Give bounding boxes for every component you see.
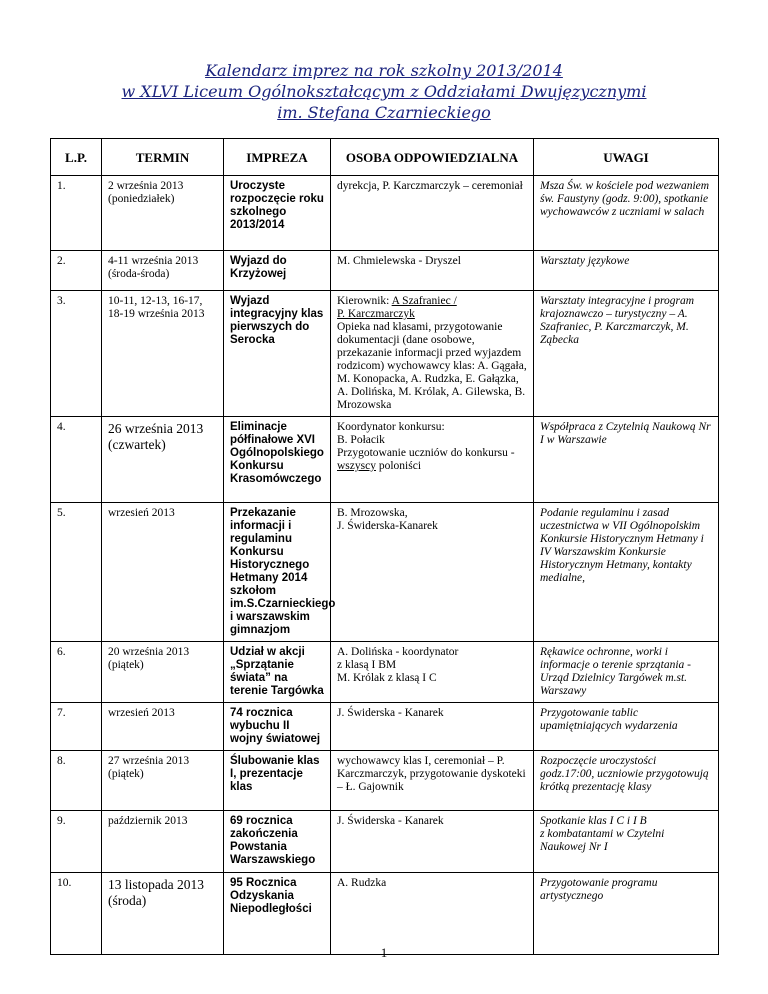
row-uwagi: Rękawice ochronne, worki i informacje o terenie sprzątania -Urząd Dzielnicy Targówek m.st. Warszawy (534, 642, 719, 703)
title-line-2: w XLVI Liceum Ogólnokształcącym z Oddziałami Dwujęzycznymi (121, 82, 647, 101)
row-lp: 3. (51, 291, 102, 417)
row-termin: 26 września 2013 (czwartek) (102, 417, 224, 503)
table-header-row (51, 139, 719, 176)
row-termin: wrzesień 2013 (102, 503, 224, 642)
row-impreza: Udział w akcji „Sprzątanie świata” na terenie Targówka (224, 642, 331, 703)
row-impreza: Wyjazd do Krzyżowej (224, 251, 331, 291)
termin-line: (piątek) (108, 768, 144, 780)
row-termin: 2 września 2013 (poniedziałek) (102, 176, 224, 251)
osoba-line: Przygotowanie uczniów do konkursu - (337, 447, 515, 459)
row-termin: 4-11 września 2013 (środa-środa) (102, 251, 224, 291)
osoba-line-end: poloniści (375, 460, 422, 472)
termin-line: 27 września 2013 (108, 755, 190, 767)
header-lp: L.P. (51, 139, 102, 176)
header-uwagi: UWAGI (534, 139, 719, 176)
row-uwagi: Warsztaty integracyjne i program krajoznawczo – turystyczny – A. Szafraniec, P. Karczmarczyk, M. Ząbecka (534, 291, 719, 417)
row-impreza: Eliminacje półfinałowe XVI Ogólnopolskiego Konkursu Krasomówczego (224, 417, 331, 503)
table-row (51, 751, 719, 811)
uwagi-line: Spotkanie klas I C i I B (540, 815, 647, 827)
row-termin: październik 2013 (102, 811, 224, 873)
row-lp: 2. (51, 251, 102, 291)
row-termin (102, 751, 224, 811)
osoba-line: z klasą I BM (337, 659, 397, 671)
row-lp: 8. (51, 751, 102, 811)
row-termin: 10-11, 12-13, 16-17, 18-19 września 2013 (102, 291, 224, 417)
row-lp: 9. (51, 811, 102, 873)
osoba-underlined: A Szafraniec / (391, 295, 457, 307)
osoba-line: J. Świderska-Kanarek (337, 520, 438, 532)
uwagi-line: z kombatantami w Czytelni Naukowej Nr I (540, 828, 665, 853)
osoba-lead: Kierownik: (337, 295, 392, 307)
row-uwagi: Podanie regulaminu i zasad uczestnictwa w VII Ogólnopolskim Konkursie Historycznym Hetmany i IV Warszawskim Konkursie Historycznym Hetmany, kontakty medialne, (534, 503, 719, 642)
row-uwagi: Warsztaty językowe (534, 251, 719, 291)
osoba-line: B. Mrozowska, (337, 507, 408, 519)
row-impreza: 74 rocznica wybuchu II wojny światowej (224, 703, 331, 751)
row-impreza: Uroczyste rozpoczęcie roku szkolnego 2013/2014 (224, 176, 331, 251)
table-row (51, 703, 719, 751)
osoba-line: B. Połacik (337, 434, 385, 446)
row-termin: wrzesień 2013 (102, 703, 224, 751)
table-row (51, 503, 719, 642)
osoba-line: Koordynator konkursu: (337, 421, 445, 433)
row-termin: 13 listopada 2013 (środa) (102, 873, 224, 955)
row-osoba: J. Świderska - Kanarek (331, 703, 534, 751)
row-osoba: A. Rudzka (331, 873, 534, 955)
row-impreza: 95 Rocznica Odzyskania Niepodległości (224, 873, 331, 955)
header-impreza: IMPREZA (224, 139, 331, 176)
table-row (51, 642, 719, 703)
events-table (50, 138, 719, 955)
page-number: 1 (380, 945, 388, 960)
row-lp: 6. (51, 642, 102, 703)
document-title (0, 60, 768, 123)
row-uwagi: Rozpoczęcie uroczystości godz.17:00, uczniowie przygotowują krótką prezentację klasy (534, 751, 719, 811)
table-row (51, 417, 719, 503)
row-osoba: wychowawcy klas I, ceremoniał – P. Karczmarczyk, przygotowanie dyskoteki – Ł. Gajownik (331, 751, 534, 811)
row-uwagi: Przygotowanie programu artystycznego (534, 873, 719, 955)
table-row (51, 291, 719, 417)
title-line-1: Kalendarz imprez na rok szkolny 2013/2014 (205, 61, 563, 80)
row-osoba (331, 417, 534, 503)
row-lp: 1. (51, 176, 102, 251)
osoba-line: M. Królak z klasą I C (337, 672, 437, 684)
table-row (51, 811, 719, 873)
row-osoba: dyrekcja, P. Karczmarczyk – ceremoniał (331, 176, 534, 251)
title-line-3: im. Stefana Czarnieckiego (277, 103, 491, 122)
row-osoba (331, 291, 534, 417)
osoba-details: Opieka nad klasami, przygotowanie dokumentacji (dane osobowe, przekazanie informacji przed wyjazdem rodzicom) wychowawcy klas: A. Gągała, M. Konopacka, A. Rudzka, E. Gałązka, A. Dolińska, M. Królak, A. Gilewska, B. Mrozowska (337, 321, 527, 411)
row-osoba (331, 503, 534, 642)
row-impreza: Ślubowanie klas I, prezentacje klas (224, 751, 331, 811)
osoba-underlined: wszyscy (337, 460, 376, 472)
row-uwagi: Msza Św. w kościele pod wezwaniem św. Faustyny (godz. 9:00), spotkanie wychowawców z uczniami w salach (534, 176, 719, 251)
row-lp: 5. (51, 503, 102, 642)
header-termin: TERMIN (102, 139, 224, 176)
osoba-underlined: P. Karczmarczyk (337, 308, 415, 320)
row-uwagi: Współpraca z Czytelnią Naukową Nr I w Warszawie (534, 417, 719, 503)
row-termin: 20 września 2013 (piątek) (102, 642, 224, 703)
row-lp: 10. (51, 873, 102, 955)
row-impreza: Wyjazd integracyjny klas pierwszych do Serocka (224, 291, 331, 417)
table-row (51, 176, 719, 251)
row-impreza: Przekazanie informacji i regulaminu Konkursu Historycznego Hetmany 2014 szkołom im.S.Czarnieckiego i warszawskim gimnazjom (224, 503, 331, 642)
header-osoba: OSOBA ODPOWIEDZIALNA (331, 139, 534, 176)
table-row (51, 873, 719, 955)
table-row (51, 251, 719, 291)
row-lp: 4. (51, 417, 102, 503)
osoba-line: A. Dolińska - koordynator (337, 646, 459, 658)
row-impreza: 69 rocznica zakończenia Powstania Warszawskiego (224, 811, 331, 873)
row-uwagi (534, 811, 719, 873)
row-osoba (331, 642, 534, 703)
row-uwagi: Przygotowanie tablic upamiętniających wydarzenia (534, 703, 719, 751)
row-lp: 7. (51, 703, 102, 751)
row-osoba: J. Świderska - Kanarek (331, 811, 534, 873)
row-osoba: M. Chmielewska - Dryszel (331, 251, 534, 291)
